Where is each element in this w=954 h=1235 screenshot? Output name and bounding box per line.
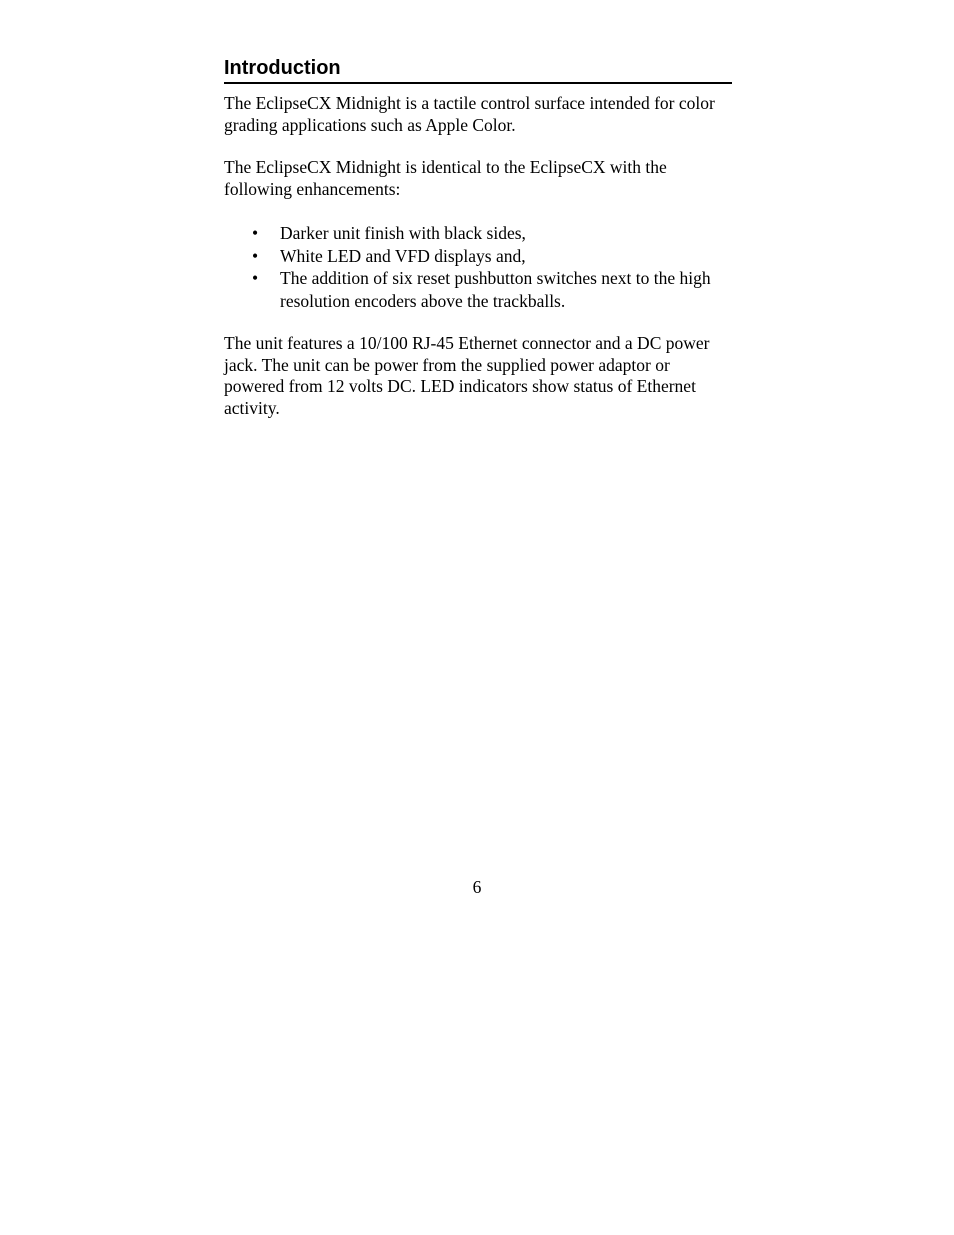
intro-paragraph: The EclipseCX Midnight is a tactile control surface intended for color grading applications such as Apple Color.: [224, 93, 715, 135]
enhancements-list: [224, 222, 732, 312]
list-item-text: The addition of six reset pushbutton switches next to the high resolution encoders above the trackballs.: [280, 268, 711, 311]
list-item: [252, 267, 732, 312]
list-item: [252, 222, 732, 245]
list-item-text: White LED and VFD displays and,: [280, 245, 526, 266]
features-paragraph: The unit features a 10/100 RJ-45 Ethernet connector and a DC power jack. The unit can be power from the supplied power adaptor or powered from 12 volts DC. LED indicators show status of Ethernet activity.: [224, 333, 710, 418]
bullet-icon: •: [252, 223, 259, 243]
bullet-icon: •: [252, 268, 259, 288]
list-item-text: Darker unit finish with black sides,: [280, 223, 526, 243]
page-number: 6: [472, 877, 482, 897]
introduction-section: [224, 56, 732, 419]
bullet-icon: •: [252, 245, 259, 266]
enhancements-paragraph: The EclipseCX Midnight is identical to the EclipseCX with the following enhancements:: [224, 157, 667, 199]
list-item: [252, 245, 732, 268]
section-heading: Introduction: [224, 56, 732, 84]
